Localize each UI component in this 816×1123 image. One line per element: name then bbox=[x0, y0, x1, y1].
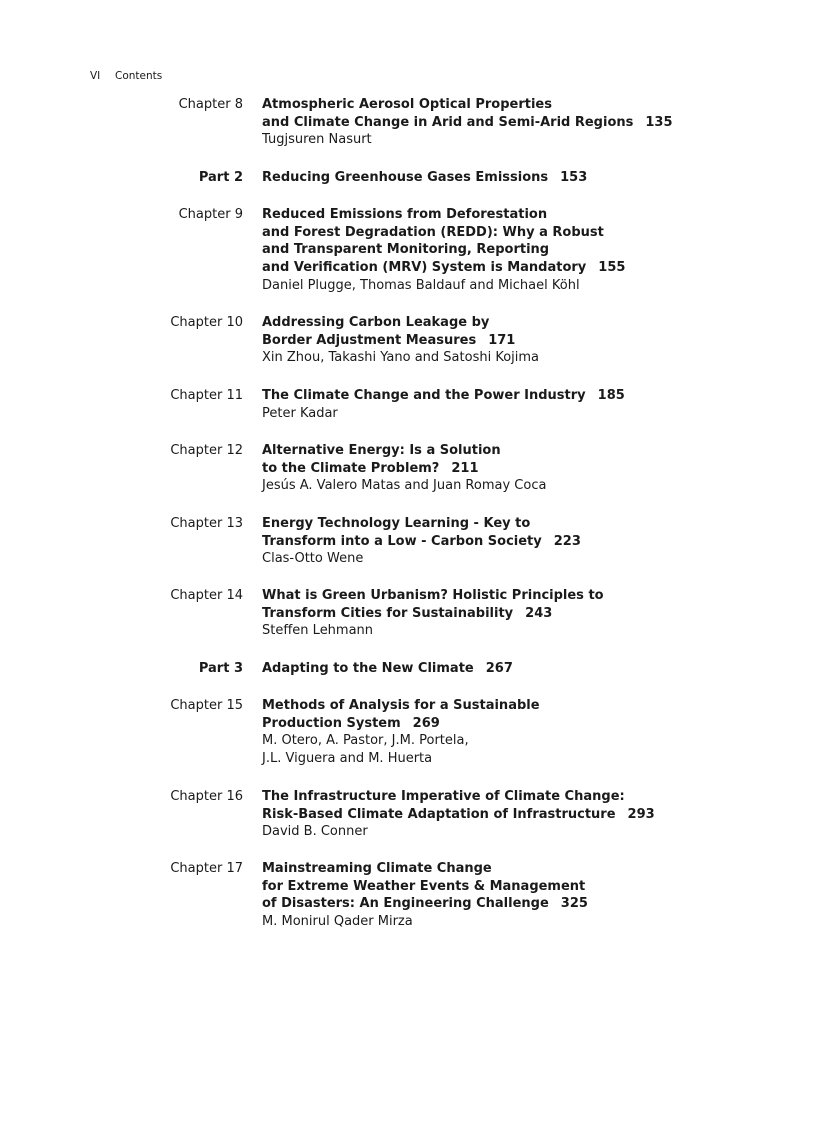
entry-title-text: Transform into a Low - Carbon Society bbox=[262, 533, 542, 549]
page-number: 269 bbox=[412, 715, 440, 731]
page-number: 153 bbox=[560, 170, 588, 185]
page-number: 267 bbox=[485, 661, 513, 676]
entry-body bbox=[262, 96, 782, 149]
entry-title-text: Atmospheric Aerosol Optical Properties bbox=[262, 97, 552, 112]
entry-title-text: Risk-Based Climate Adaptation of Infrastructure bbox=[262, 806, 616, 822]
entry-authors: J.L. Viguera and M. Huerta bbox=[262, 751, 433, 767]
entry-title-line bbox=[262, 515, 782, 533]
entry-title-line bbox=[262, 224, 782, 242]
page-number: 211 bbox=[451, 460, 479, 476]
entry-body bbox=[262, 515, 782, 568]
entry-title-line bbox=[262, 788, 782, 806]
entry-title-line bbox=[262, 533, 782, 551]
page-number: 171 bbox=[488, 332, 516, 348]
entry-authors: Steffen Lehmann bbox=[262, 623, 374, 639]
entry-authors: M. Otero, A. Pastor, J.M. Portela, bbox=[262, 733, 469, 749]
entry-title-text: The Infrastructure Imperative of Climate Change: bbox=[262, 789, 625, 804]
part-label: Part 3 bbox=[198, 661, 243, 676]
entry-body bbox=[262, 314, 782, 367]
entry-body bbox=[262, 788, 782, 841]
entry-authors: Xin Zhou, Takashi Yano and Satoshi Kojima bbox=[262, 350, 540, 366]
entry-title-line bbox=[262, 442, 782, 460]
entry-title-text: Methods of Analysis for a Sustainable bbox=[262, 698, 540, 713]
entry-title-text: of Disasters: An Engineering Challenge bbox=[262, 896, 549, 912]
entry-title-line bbox=[262, 169, 782, 187]
entry-authors: Jesús A. Valero Matas and Juan Romay Coca bbox=[262, 478, 547, 494]
page-number: 243 bbox=[525, 605, 553, 621]
chapter-label: Chapter 12 bbox=[170, 443, 243, 458]
entry-title-line bbox=[262, 314, 782, 332]
entry-title-text: and Climate Change in Arid and Semi-Arid Regions bbox=[262, 114, 634, 130]
entry-title-text: What is Green Urbanism? Holistic Principles to bbox=[262, 588, 604, 603]
entry-body bbox=[262, 660, 782, 678]
entry-title-line bbox=[262, 206, 782, 224]
entry-title-line bbox=[262, 460, 782, 478]
chapter-label: Chapter 9 bbox=[178, 207, 243, 222]
entry-title-text: Transform Cities for Sustainability bbox=[262, 605, 514, 621]
entry-title-text: Adapting to the New Climate bbox=[262, 661, 474, 676]
entry-title-text: Energy Technology Learning - Key to bbox=[262, 516, 531, 531]
entry-title-line bbox=[262, 259, 782, 277]
entry-title-text: Addressing Carbon Leakage by bbox=[262, 315, 490, 330]
entry-authors: M. Monirul Qader Mirza bbox=[262, 914, 413, 930]
chapter-label: Chapter 8 bbox=[178, 97, 243, 112]
entry-title-text: Border Adjustment Measures bbox=[262, 332, 477, 348]
running-head-section: Contents bbox=[115, 70, 163, 82]
chapter-label: Chapter 16 bbox=[170, 789, 243, 804]
entry-authors: Daniel Plugge, Thomas Baldauf and Michael Köhl bbox=[262, 277, 580, 293]
page-number: 325 bbox=[560, 896, 588, 912]
entry-body bbox=[262, 860, 782, 931]
page-number: 155 bbox=[598, 260, 626, 276]
entry-title-text: Alternative Energy: Is a Solution bbox=[262, 443, 501, 458]
chapter-label: Chapter 13 bbox=[170, 516, 243, 531]
chapter-label: Chapter 11 bbox=[170, 388, 243, 403]
entry-title-line bbox=[262, 587, 782, 605]
page-folio: VI bbox=[90, 70, 101, 82]
entry-body bbox=[262, 697, 782, 768]
entry-title-text: and Forest Degradation (REDD): Why a Robust bbox=[262, 224, 604, 240]
entry-title-line bbox=[262, 806, 782, 824]
running-head bbox=[90, 69, 162, 83]
page-number: 185 bbox=[597, 388, 625, 403]
entry-title-line bbox=[262, 715, 782, 733]
entry-authors: David B. Conner bbox=[262, 824, 368, 840]
entry-title-line bbox=[262, 895, 782, 913]
entry-title-text: Reducing Greenhouse Gases Emissions bbox=[262, 170, 549, 185]
entry-title-text: Mainstreaming Climate Change bbox=[262, 861, 492, 876]
entry-authors: Tugjsuren Nasurt bbox=[262, 132, 372, 148]
entry-body bbox=[262, 442, 782, 495]
entry-body bbox=[262, 169, 782, 187]
entry-title-line bbox=[262, 878, 782, 896]
entry-title-line bbox=[262, 96, 782, 114]
entry-title-line bbox=[262, 114, 782, 132]
entry-title-line bbox=[262, 332, 782, 350]
entry-title-line bbox=[262, 387, 782, 405]
entry-body bbox=[262, 587, 782, 640]
entry-title-text: for Extreme Weather Events & Management bbox=[262, 878, 586, 894]
entry-title-text: to the Climate Problem? bbox=[262, 460, 440, 476]
chapter-label: Chapter 14 bbox=[170, 588, 243, 603]
entry-title-text: The Climate Change and the Power Industry bbox=[262, 388, 586, 403]
entry-body bbox=[262, 387, 782, 422]
page-number: 223 bbox=[553, 533, 581, 549]
entry-title-line bbox=[262, 860, 782, 878]
chapter-label: Chapter 17 bbox=[170, 861, 243, 876]
chapter-label: Chapter 15 bbox=[170, 698, 243, 713]
entry-title-line bbox=[262, 605, 782, 623]
entry-title-line bbox=[262, 697, 782, 715]
chapter-label: Chapter 10 bbox=[170, 315, 243, 330]
entry-body bbox=[262, 206, 782, 295]
entry-title-line bbox=[262, 660, 782, 678]
page-number: 135 bbox=[645, 114, 673, 130]
entry-title-line bbox=[262, 241, 782, 259]
entry-title-text: and Verification (MRV) System is Mandatory bbox=[262, 260, 587, 276]
entry-authors: Clas-Otto Wene bbox=[262, 551, 364, 567]
part-label: Part 2 bbox=[198, 170, 243, 185]
entry-title-text: Reduced Emissions from Deforestation bbox=[262, 207, 548, 222]
entry-authors: Peter Kadar bbox=[262, 405, 338, 421]
entry-title-text: and Transparent Monitoring, Reporting bbox=[262, 242, 550, 258]
page-number: 293 bbox=[627, 806, 655, 822]
entry-title-text: Production System bbox=[262, 715, 401, 731]
